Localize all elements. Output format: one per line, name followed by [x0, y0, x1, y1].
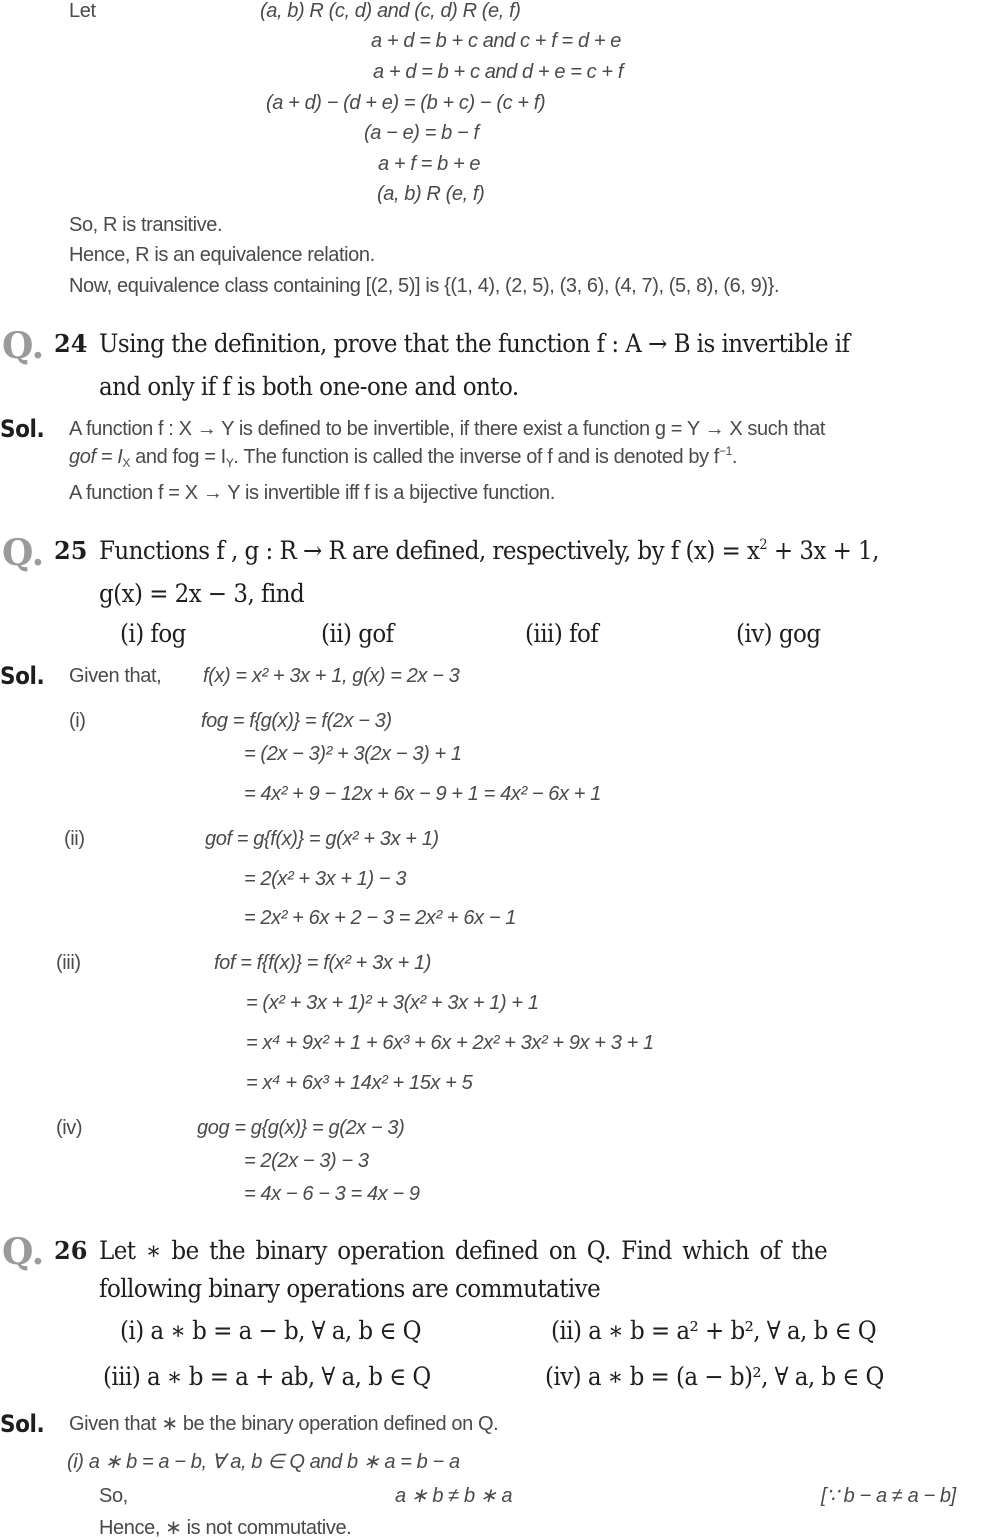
question-marker: Q.: [2, 532, 45, 574]
question-text: and only if f is both one-one and onto.: [99, 372, 519, 401]
equation-line: (a, b) R (e, f): [377, 183, 485, 205]
equation-line: = 4x − 6 − 3 = 4x − 9: [244, 1183, 420, 1205]
question-part: (i) fog: [120, 619, 186, 648]
question-part: (iii) a ∗ b = a + ab, ∀ a, b ∈ Q: [103, 1362, 431, 1391]
question-marker: Q.: [2, 1231, 45, 1273]
equation-line: = x⁴ + 6x³ + 14x² + 15x + 5: [246, 1072, 473, 1094]
equation-line: = 2(2x − 3) − 3: [244, 1150, 369, 1172]
given-label: Given that,: [69, 665, 162, 687]
conclusion-line: So, R is transitive.: [69, 214, 223, 236]
question-text: Functions f , g : R → R are defined, respectively, by f $(x) = x^2 + 3x + 1$,: [99, 536, 879, 565]
equation-line: a + d = b + c and c + f = d + e: [371, 30, 622, 52]
solution-label: Sol.: [0, 662, 45, 690]
question-part: (ii) gof: [321, 619, 394, 648]
part-label: (iii): [56, 952, 81, 974]
let-label: Let: [69, 0, 96, 22]
question-text: g(x) = 2x − 3, find: [99, 579, 305, 608]
solution-text: A function f = X → Y is invertible iff f is a bijective function.: [69, 482, 555, 504]
equation-line: fof = f{f(x)} = f(x² + 3x + 1): [214, 952, 431, 974]
conclusion-line: Hence, R is an equivalence relation.: [69, 244, 375, 266]
conclusion-line: Now, equivalence class containing [(2, 5)] is {(1, 4), (2, 5), (3, 6), (4, 7), (5, 8), (6, 9)}.: [69, 275, 780, 297]
question-number: 25: [54, 536, 88, 565]
equation-line: = 2x² + 6x + 2 − 3 = 2x² + 6x − 1: [244, 907, 516, 929]
equation-line: = (2x − 3)² + 3(2x − 3) + 1: [244, 743, 462, 765]
solution-label: Sol.: [0, 1410, 45, 1438]
solution-text: A function f : X → Y is defined to be invertible, if there exist a function g = Y → X such that: [69, 418, 825, 440]
equation-line: a + d = b + c and d + e = c + f: [373, 61, 624, 83]
equation-line: (a + d) − (d + e) = (b + c) − (c + f): [266, 92, 546, 114]
question-part: (iv) gog: [736, 619, 821, 648]
question-text: Using the definition, prove that the function f : A → B is invertible if: [99, 329, 850, 358]
question-part: (ii) a ∗ b = a² + b², ∀ a, b ∈ Q: [551, 1316, 877, 1345]
question-part: (iv) a ∗ b = (a − b)², ∀ a, b ∈ Q: [545, 1362, 884, 1391]
equation-line: = 2(x² + 3x + 1) − 3: [244, 868, 407, 890]
reason-bracket: [∵ b − a ≠ a − b]: [821, 1485, 956, 1507]
part-label: (iv): [56, 1117, 83, 1139]
question-text: Let ∗ be the binary operation defined on Q. Find which of the: [99, 1236, 828, 1265]
question-number: 24: [54, 329, 88, 358]
solution-text: (i) a ∗ b = a − b, ∀ a, b ∈ Q and b ∗ a = b − a: [67, 1451, 460, 1473]
solution-text: gof = $I_X$ and fog = $I_Y$. The function is called the inverse of f and is denoted by $f^{-1}$.: [69, 444, 738, 470]
equation-line: (a − e) = b − f: [364, 122, 479, 144]
question-number: 26: [54, 1236, 88, 1265]
given-expression: f(x) = x² + 3x + 1, g(x) = 2x − 3: [203, 665, 460, 687]
equation-line: = 4x² + 9 − 12x + 6x − 9 + 1 = 4x² − 6x + 1: [244, 783, 601, 805]
question-part: (iii) fof: [525, 619, 599, 648]
part-label: (i): [69, 710, 86, 732]
equation-line: a + f = b + e: [378, 153, 481, 175]
solution-text: Hence, ∗ is not commutative.: [99, 1517, 352, 1539]
solution-label: Sol.: [0, 415, 45, 443]
equation-line: gof = g{f(x)} = g(x² + 3x + 1): [205, 828, 439, 850]
equation-line: fog = f{g(x)} = f(2x − 3): [201, 710, 392, 732]
solution-text: Given that ∗ be the binary operation defined on Q.: [69, 1413, 499, 1435]
equation-line: = x⁴ + 9x² + 1 + 6x³ + 6x + 2x² + 3x² + 9x + 3 + 1: [246, 1032, 654, 1054]
question-part: (i) a ∗ b = a − b, ∀ a, b ∈ Q: [120, 1316, 421, 1345]
equation-line: gog = g{g(x)} = g(2x − 3): [197, 1117, 405, 1139]
part-label: (ii): [64, 828, 85, 850]
question-text: following binary operations are commutative: [99, 1274, 601, 1303]
so-label: So,: [99, 1485, 128, 1507]
equation-line: a ∗ b ≠ b ∗ a: [395, 1485, 513, 1507]
equation-line: (a, b) R (c, d) and (c, d) R (e, f): [260, 0, 521, 22]
question-marker: Q.: [2, 325, 45, 367]
equation-line: = (x² + 3x + 1)² + 3(x² + 3x + 1) + 1: [246, 992, 539, 1014]
